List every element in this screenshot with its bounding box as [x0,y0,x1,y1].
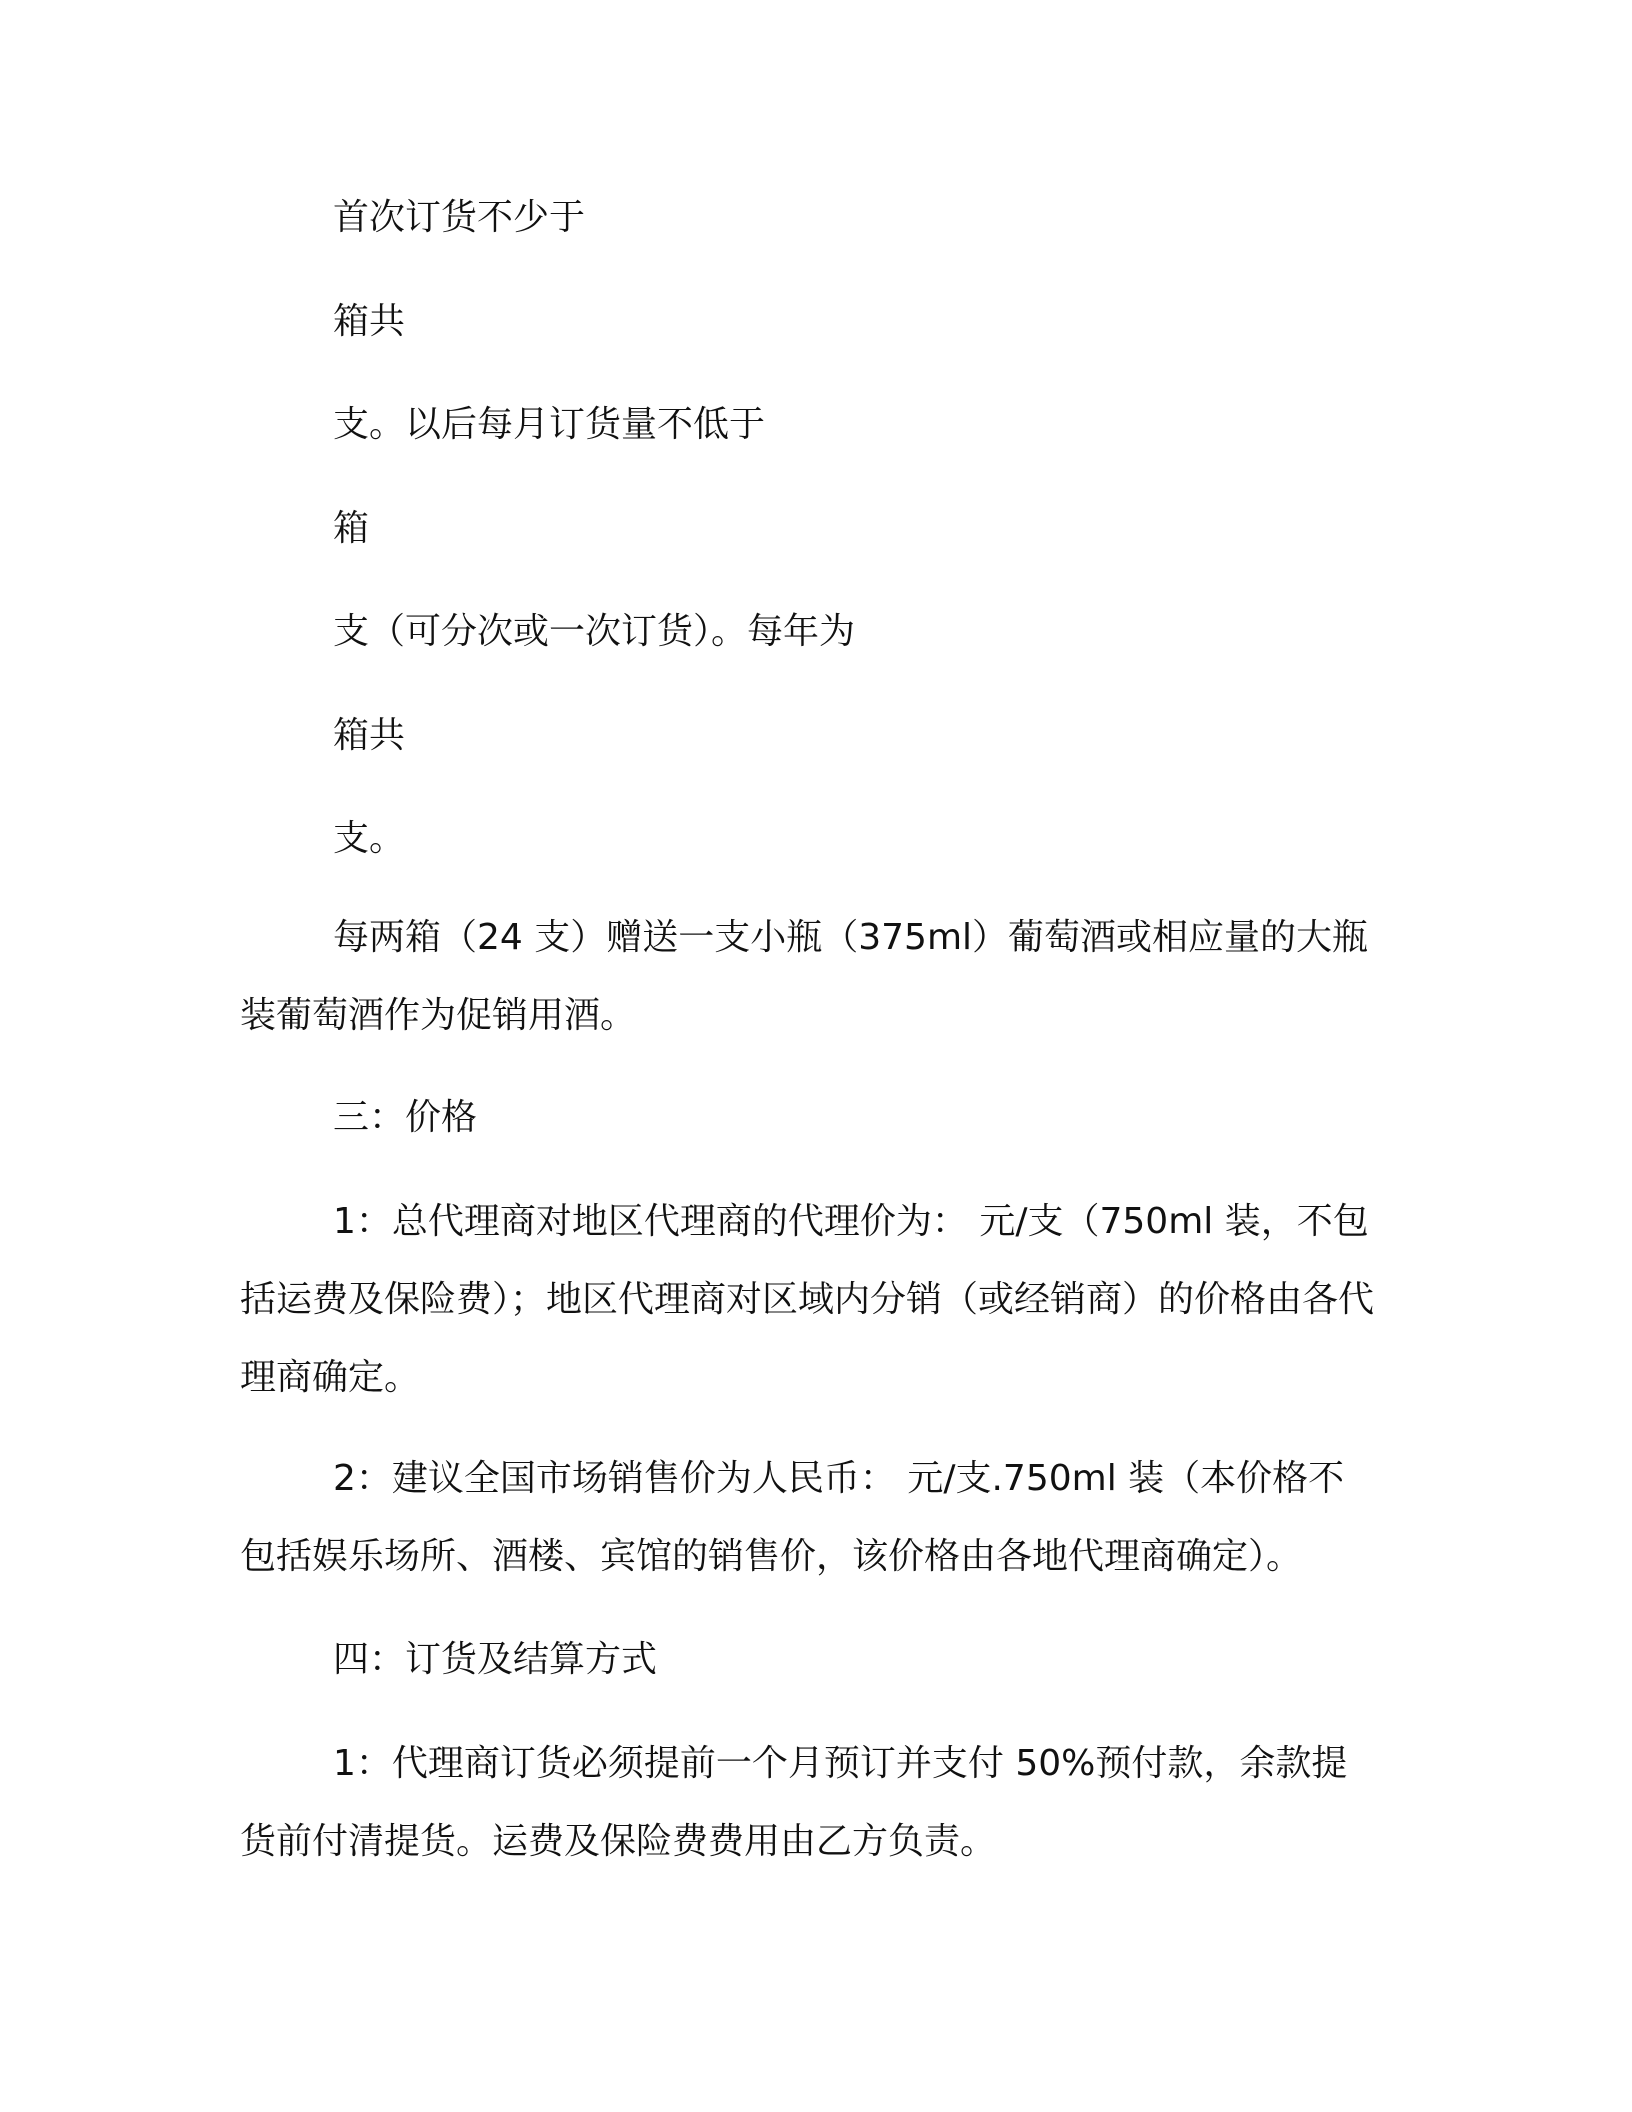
section-price-heading: 三：价格 [333,1097,478,1138]
order-box-line: 箱共 [333,301,406,342]
annual-bottle-line: 支。 [333,818,406,859]
section-order-heading: 四：订货及结算方式 [333,1639,658,1680]
price-item-1: 1：总代理商对地区代理商的代理价为： 元/支（750ml 装，不包括运费及保险费）；地区代理商对区域内分销（或经销商）的价格由各代理商确定。 [240,1201,1375,1398]
promo-paragraph: 每两箱（24 支）赠送一支小瓶（375ml）葡萄酒或相应量的大瓶装葡萄酒作为促销用酒。 [240,917,1369,1036]
order-min-line: 首次订货不少于 [333,197,586,238]
price-item-2: 2：建议全国市场销售价为人民币： 元/支.750ml 装（本价格不包括娱乐场所、酒楼、宾馆的销售价，该价格由各地代理商确定）。 [240,1458,1345,1577]
order-frequency-line: 支（可分次或一次订货）。每年为 [333,611,856,652]
order-item-1: 1：代理商订货必须提前一个月预订并支付 50%预付款，余款提货前付清提货。运费及保险费费用由乙方负责。 [240,1743,1348,1862]
annual-box-line: 箱共 [333,715,406,756]
monthly-order-line: 支。以后每月订货量不低于 [333,404,766,445]
monthly-box-line: 箱 [333,508,370,549]
